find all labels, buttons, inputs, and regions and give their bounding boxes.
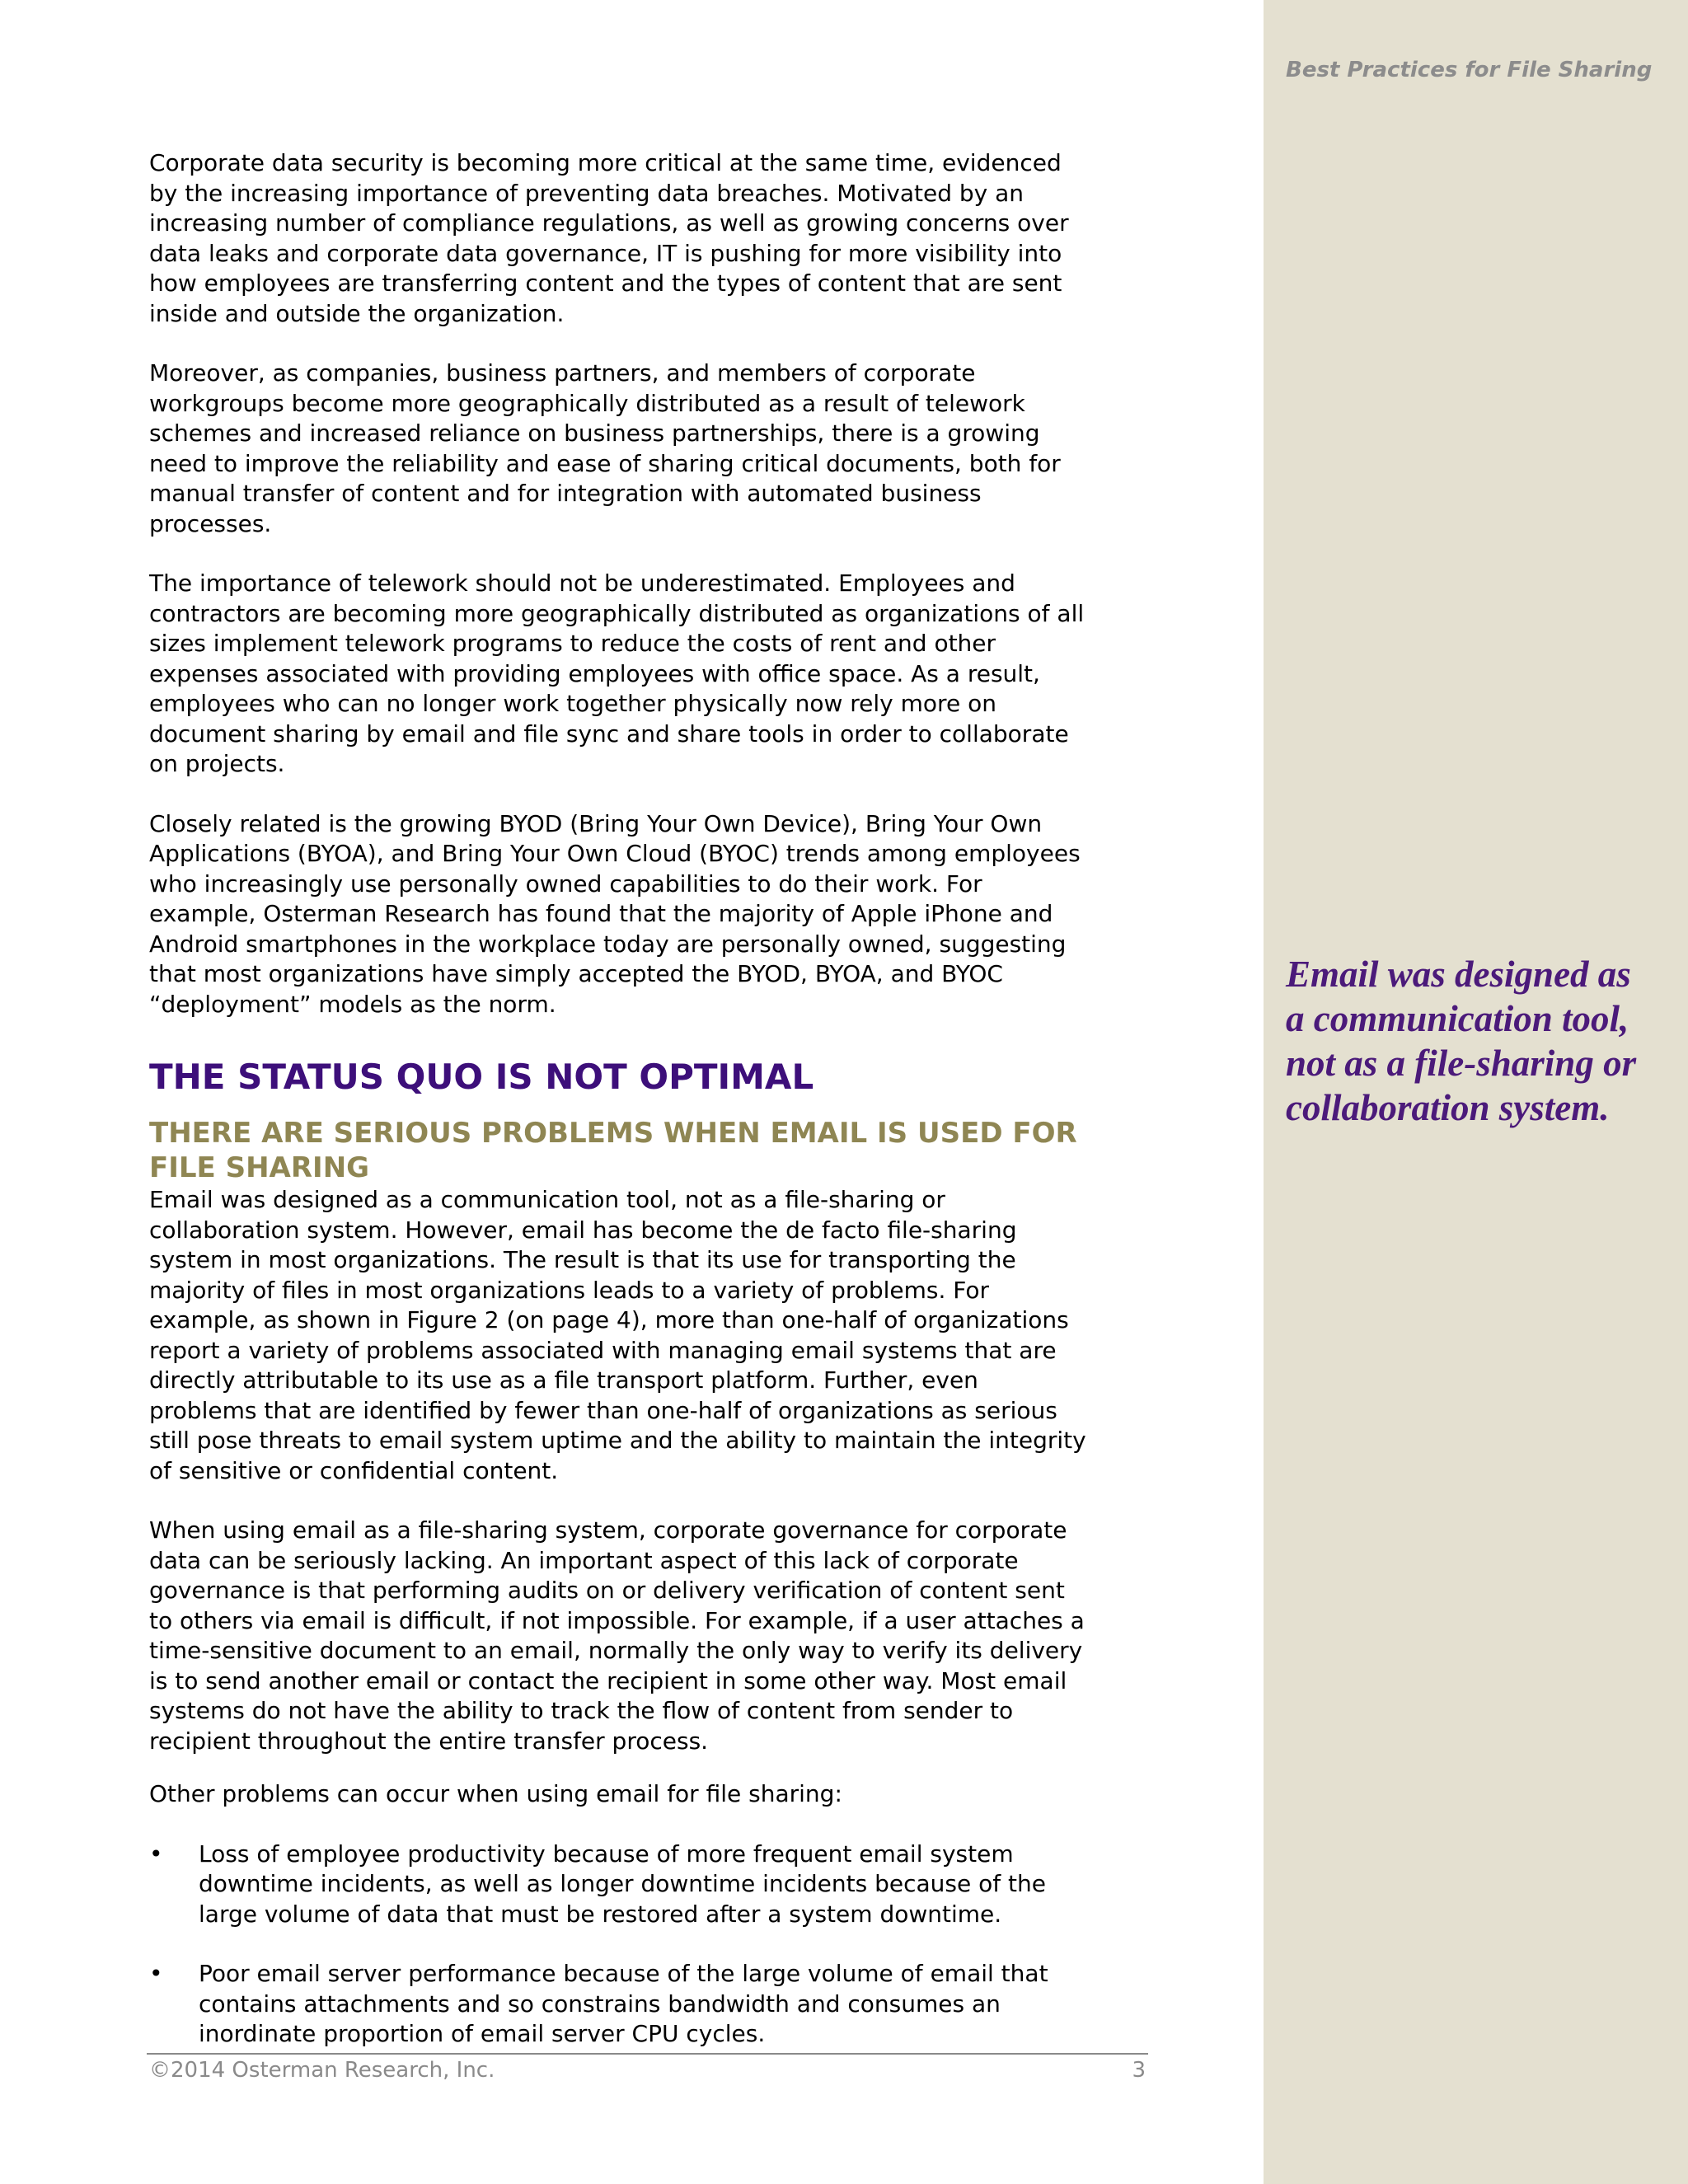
pull-quote: Email was designed as a communication tool, not as a file-sharing or collaboration system. <box>1286 954 1637 1128</box>
page-number: 3 <box>1132 2058 1146 2083</box>
list-item-text: Poor email server performance because of the large volume of email that contains attachments and so constrains bandwidth and consumes an inordinate proportion of email server CPU cycles. <box>199 1960 1048 2047</box>
bullet-icon: • <box>149 1840 163 1868</box>
problem-list <box>149 1840 1093 2050</box>
bullet-icon: • <box>149 1960 163 1987</box>
list-item-text: Loss of employee productivity because of more frequent email system downtime incidents, as well as longer downtime incidents because of the large volume of data that must be restored after a system downtime. <box>199 1840 1046 1928</box>
list-item <box>149 1959 1093 2050</box>
paragraph: Corporate data security is becoming more critical at the same time, evidenced by the increasing importance of preventing data breaches. Motivated by an increasing number of compliance regulations, as well as growing concerns over data leaks and corporate data governance, IT is pushing for more visibility into how employees are transferring content and the types of content that are sent inside and outside the organization. <box>149 149 1069 327</box>
paragraph: Moreover, as companies, business partners, and members of corporate workgroups become more geographically distributed as a result of telework schemes and increased reliance on business partnerships, there is a growing need to improve the reliability and ease of sharing critical documents, both for manual transfer of content and for integration with automated business processes. <box>149 359 1061 537</box>
running-header: Best Practices for File Sharing <box>1286 58 1653 82</box>
subsection-title: THERE ARE SERIOUS PROBLEMS WHEN EMAIL IS USED FOR FILE SHARING <box>149 1117 1077 1184</box>
section-title: THE STATUS QUO IS NOT OPTIMAL <box>149 1057 814 1097</box>
paragraph: Email was designed as a communication tool, not as a file-sharing or collaboration system. However, email has become the de facto file-sharing system in most organizations. The result is that its use for transporting the majority of files in most organizations leads to a variety of problems. For example, as shown in Figure 2 (on page 4), more than one-half of organizations report a variety of problems associated with managing email systems that are directly attributable to its use as a file transport platform. Further, even problems that are identified by fewer than one-half of organizations as serious still pose threats to email system uptime and the ability to maintain the integrity of sensitive or confidential content. <box>149 1186 1086 1484</box>
footer-divider <box>147 2053 1148 2055</box>
main-content <box>149 148 1093 2079</box>
paragraph: The importance of telework should not be underestimated. Employees and contractors are becoming more geographically distributed as organizations of all sizes implement telework programs to reduce the costs of rent and other expenses associated with providing employees with office space. As a result, employees who can no longer work together physically now rely more on document sharing by email and file sync and share tools in order to collaborate on projects. <box>149 569 1085 777</box>
list-item <box>149 1840 1093 1930</box>
paragraph: Closely related is the growing BYOD (Bring Your Own Device), Bring Your Own Applications (BYOA), and Bring Your Own Cloud (BYOC) trends among employees who increasingly use personally owned capabilities to do their work. For example, Osterman Research has found that the majority of Apple iPhone and Android smartphones in the workplace today are personally owned, suggesting that most organizations have simply accepted the BYOD, BYOA, and BYOC “deployment” models as the norm. <box>149 809 1081 1018</box>
paragraph: When using email as a file-sharing system, corporate governance for corporate data can be seriously lacking. An important aspect of this lack of corporate governance is that performing audits on or delivery verification of content sent to others via email is difficult, if not impossible. For example, if a user attaches a time-sensitive document to an email, normally the only way to verify its delivery is to send another email or contact the recipient in some other way. Most email systems do not have the ability to track the flow of content from sender to recipient throughout the entire transfer process. <box>149 1516 1085 1755</box>
paragraph: Other problems can occur when using email for file sharing: <box>149 1780 842 1807</box>
footer-copyright: ©2014 Osterman Research, Inc. <box>149 2058 495 2083</box>
